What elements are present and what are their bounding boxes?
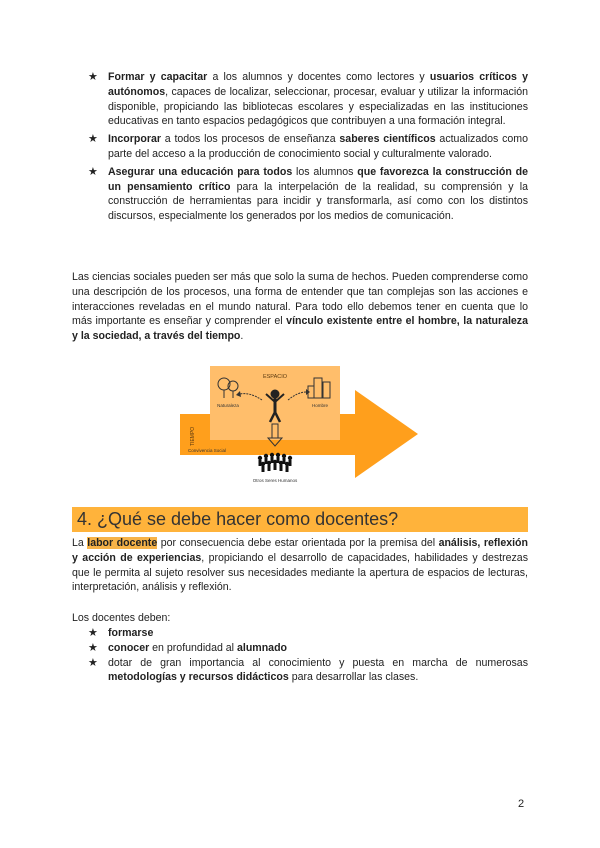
paragraph-labor	[72, 536, 528, 595]
text-run: alumnado	[236, 641, 288, 654]
bullet-text	[108, 166, 528, 222]
text-run: , propiciando el desarrollo de capacidades, habilidades y destrezas que le permita al sujeto resolver sus necesidades mediante la apertura de espacios de lecturas, interpretación, análisis y reflexión.	[72, 551, 528, 594]
docentes-list	[88, 626, 528, 685]
star-bullet-icon: ★	[88, 165, 98, 178]
list-item	[88, 70, 528, 129]
bullet-text	[108, 71, 528, 127]
hombre-label: Hombre	[311, 403, 329, 408]
text-run: usuarios críticos y autónomos	[108, 71, 528, 98]
docentes-intro: Los docentes deben:	[72, 612, 171, 624]
objectives-list	[88, 70, 528, 224]
text-run: saberes científicos	[339, 133, 436, 146]
bullet-text	[108, 642, 287, 654]
text-run: metodologías y recursos didácticos	[108, 671, 289, 684]
text-run: para la interpelación de la realidad, su comprensión y la construcción de herramientas para incidir y transformarla, así como con los distintos discursos, especialmente los generados por los medios de comunicación.	[108, 180, 528, 223]
tiempo-label: TIEMPO	[190, 426, 196, 446]
text-run: análisis, reflexión y acción de experiencias	[72, 537, 528, 564]
bullet-text	[108, 657, 528, 684]
text-run: Formar y capacitar	[108, 71, 208, 83]
star-bullet-icon: ★	[88, 71, 98, 83]
text-run: .	[240, 330, 244, 343]
text-run: labor docente	[87, 537, 158, 549]
text-run: Incorporar	[108, 133, 161, 146]
text-run: a los alumnos y docentes como lectores y	[207, 71, 430, 83]
list-item	[88, 165, 528, 224]
bullet-text	[108, 627, 153, 639]
sociedad-label: Convivencia Social	[188, 448, 227, 453]
page-number: 2	[518, 798, 525, 810]
star-bullet-icon: ★	[88, 627, 98, 639]
text-run: , capaces de localizar, seleccionar, procesar, evaluar y utilizar la información disponible, propiciando las bibliotecas escolares y especializadas en las instituciones educativas en tanto espacios pedagógicos que contribuyen a una formación integral.	[108, 85, 528, 128]
text-run: vínculo existente entre el hombre, la naturaleza y la sociedad, a través del tiempo	[72, 315, 528, 343]
list-item	[88, 656, 528, 686]
star-bullet-icon: ★	[88, 656, 98, 669]
section-heading: 4. ¿Qué se debe hacer como docentes?	[72, 507, 528, 532]
text-run: Las ciencias sociales pueden ser más que solo la suma de hechos. Pueden comprenderse como una descripción de los procesos, una forma de entender que tan complejas son las acciones e interacciones reveladas en el mundo natural. Para todo ello debemos tener en cuenta que lo más importante es enseñar y comprender el	[72, 271, 528, 328]
crowd-icon	[258, 453, 292, 472]
text-run: que favorezca la construcción de un pensamiento crítico	[108, 165, 528, 193]
paragraph-sociales	[72, 270, 528, 344]
star-bullet-icon: ★	[88, 133, 98, 146]
text-run: formarse	[108, 627, 154, 639]
list-item	[88, 641, 528, 656]
text-run: a todos los procesos de enseñanza	[160, 133, 340, 146]
text-run: actualizados como parte del acceso a la producción de conocimiento social y culturalmente valorado.	[108, 133, 528, 160]
text-run: por consecuencia debe estar orientada por la premisa del	[157, 537, 439, 549]
bullet-text	[108, 133, 528, 160]
text-run: dotar de gran importancia al conocimiento y puesta en marcha de numerosas	[108, 656, 528, 669]
text-run: en profundidad al	[149, 641, 237, 654]
text-run: Asegurar una educación para todos	[108, 165, 293, 178]
espacio-label: ESPACIO	[262, 374, 288, 380]
text-run: conocer	[108, 641, 150, 654]
space-time-diagram	[180, 362, 420, 492]
star-bullet-icon: ★	[88, 641, 98, 654]
text-run: los alumnos	[292, 165, 358, 178]
naturaleza-label: Naturaleza	[217, 403, 239, 408]
text-run: para desarrollar las clases.	[288, 671, 419, 684]
otros-label: Otros Seres Humanos	[252, 478, 298, 483]
list-item	[88, 132, 528, 162]
list-item	[88, 626, 528, 641]
text-run: La	[72, 537, 88, 549]
